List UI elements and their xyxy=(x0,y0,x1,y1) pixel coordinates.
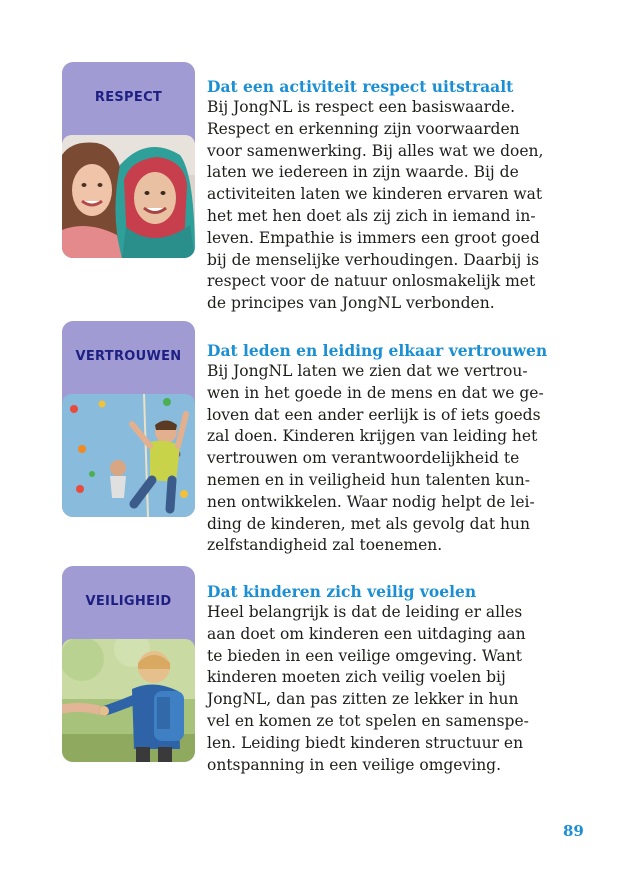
body-line: wen in het goede in de mens en dat we ge- xyxy=(207,383,544,402)
body-line: voor samenwerking. Bij alles wat we doen, xyxy=(207,141,544,160)
body-line: respect voor de natuur onlosmakelijk met xyxy=(207,272,536,291)
body-line: laten we iedereen in zijn waarde. Bij de xyxy=(207,163,519,182)
body-line: aan doet om kinderen een uitdaging aan xyxy=(207,624,526,643)
body-line: het met hen doet als zij zich in iemand in- xyxy=(207,206,536,225)
card-label: VEILIGHEID xyxy=(85,594,172,609)
body-line: de principes van JongNL verbonden. xyxy=(207,294,495,313)
page-number: 89 xyxy=(563,822,584,840)
vertrouwen-card xyxy=(62,321,195,517)
card-label: RESPECT xyxy=(94,90,163,105)
vertrouwen-heading: Dat leden en leiding elkaar vertrouwen xyxy=(207,341,548,360)
body-line: te bieden in een veilige omgeving. Want xyxy=(207,646,522,665)
body-line: zal doen. Kinderen krijgen van leiding het xyxy=(207,427,538,446)
body-line: vertrouwen om verantwoordelijkheid te xyxy=(207,449,520,468)
vertrouwen-photo xyxy=(62,394,195,517)
respect-photo xyxy=(62,135,195,258)
body-line: Bij JongNL is respect een basiswaarde. xyxy=(207,98,516,116)
body-line: activiteiten laten we kinderen ervaren wat xyxy=(207,185,543,204)
body-line: nemen en in veiligheid hun talenten kun- xyxy=(207,470,530,489)
body-line: Heel belangrijk is dat de leiding er alles xyxy=(207,603,523,621)
body-line: leven. Empathie is immers een groot goed xyxy=(207,228,540,247)
respect-heading: Dat een activiteit respect uitstraalt xyxy=(207,77,514,96)
body-line: ding de kinderen, met als gevolg dat hun xyxy=(207,514,530,533)
body-line: ontspanning in een veilige omgeving. xyxy=(207,755,502,774)
body-line: zelfstandigheid zal toenemen. xyxy=(207,536,443,555)
veiligheid-card xyxy=(62,566,195,762)
body-line: bij de menselijke verhoudingen. Daarbij is xyxy=(207,250,540,269)
body-line: JongNL, dan pas zitten ze lekker in hun xyxy=(207,690,519,709)
veiligheid-heading: Dat kinderen zich veilig voelen xyxy=(207,582,477,601)
body-line: vel en komen ze tot spelen en samenspe- xyxy=(207,711,529,730)
respect-card xyxy=(62,62,195,258)
body-line: Bij JongNL laten we zien dat we vertrou- xyxy=(207,362,528,380)
body-line: nen ontwikkelen. Waar nodig helpt de lei- xyxy=(207,492,535,511)
vertrouwen-text xyxy=(207,340,567,557)
body-line: len. Leiding biedt kinderen structuur en xyxy=(207,733,524,752)
veiligheid-text xyxy=(207,581,567,776)
card-label: VERTROUWEN xyxy=(75,349,182,364)
body-line: loven dat een ander eerlijk is of iets goeds xyxy=(207,405,541,424)
respect-text xyxy=(207,76,567,315)
body-line: kinderen moeten zich veilig voelen bij xyxy=(207,668,506,687)
veiligheid-photo xyxy=(62,639,195,762)
body-line: Respect en erkenning zijn voorwaarden xyxy=(207,119,520,138)
